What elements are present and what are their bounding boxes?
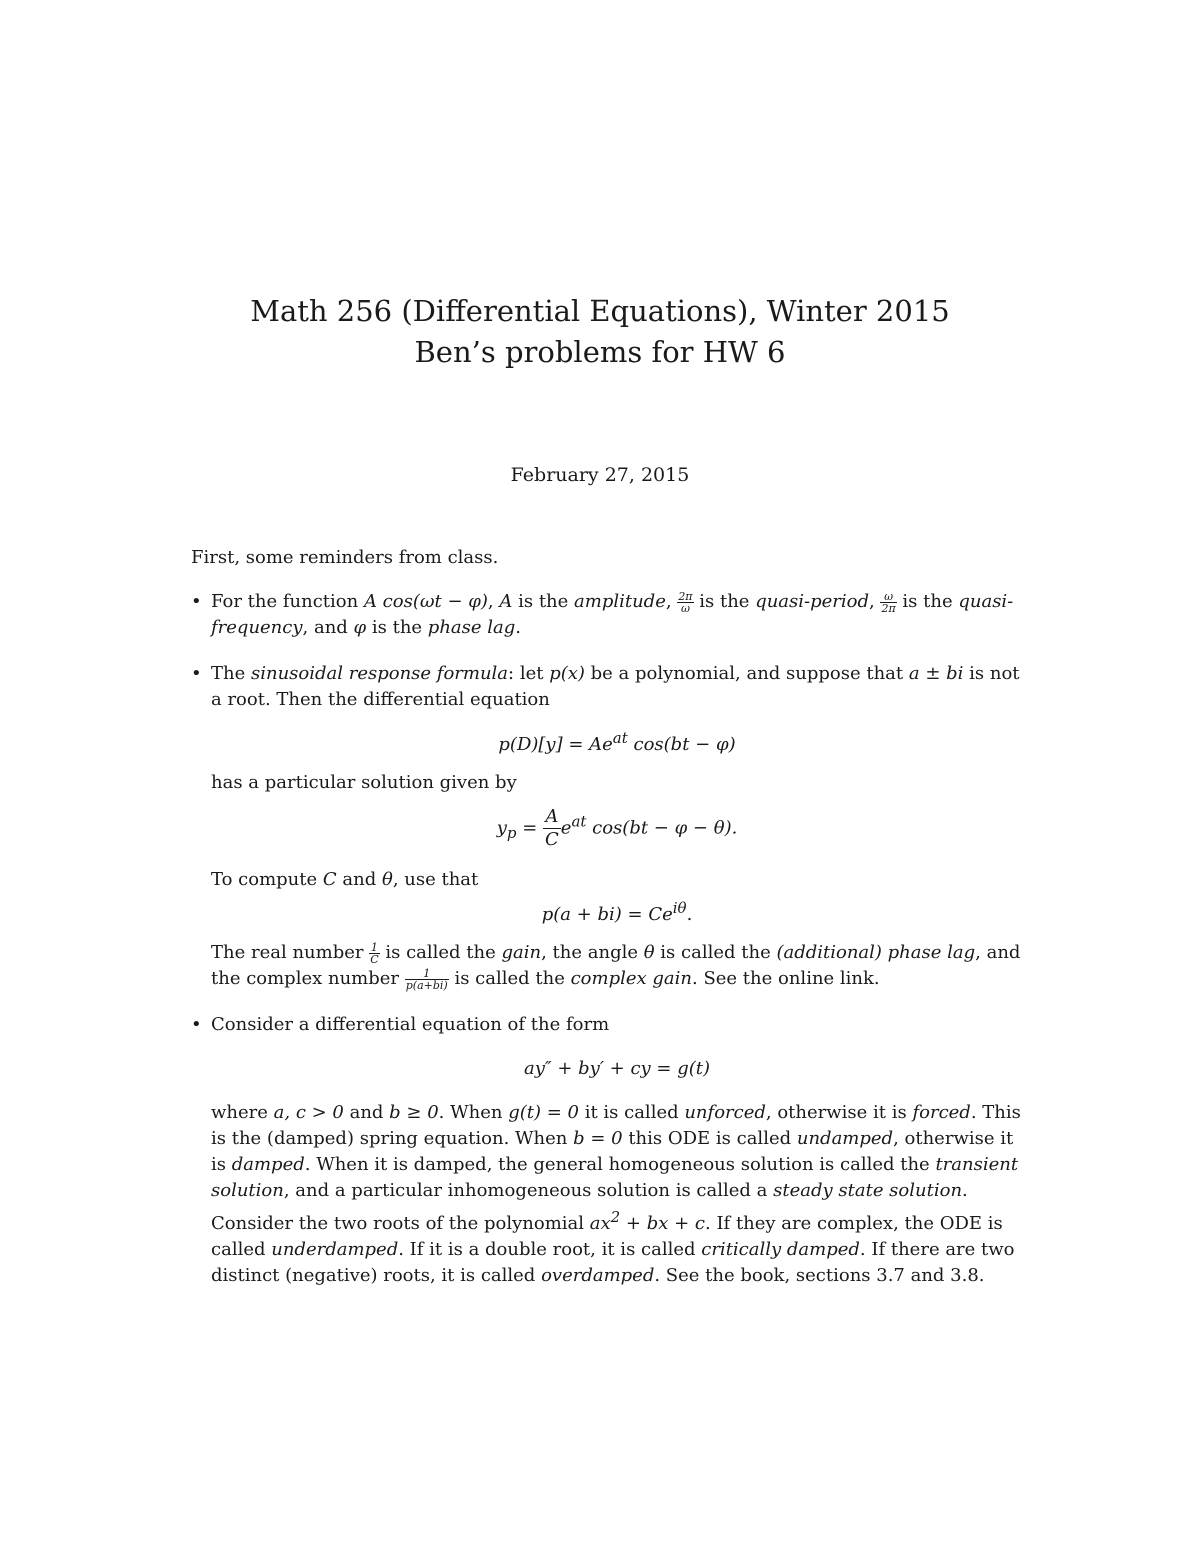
bullet-text: Consider a differential equation of the form xyxy=(211,1014,610,1035)
list-item xyxy=(191,661,1023,992)
fraction: $\frac{1}{C}$ xyxy=(370,940,379,966)
document-title: Math 256 (Differential Equations), Winter 2015 xyxy=(250,294,950,328)
paragraph: To compute C and θ, use that xyxy=(211,869,479,890)
paragraph: The real number $\frac{1}{C}$ is called the gain, the angle θ is called the (additional) phase lag, and the complex number $\frac{1}{p(a+bi)}$ is called the complex gain. See the online link. xyxy=(211,940,1021,992)
list-item xyxy=(191,589,1023,641)
fraction: $\frac{1}{p(a+bi)}$ xyxy=(405,966,448,992)
list-item xyxy=(191,1012,1023,1289)
fraction: $\frac{A}{C}$ xyxy=(545,806,559,850)
equation: $p(D)[y] = Ae^{at}$ cos(bt − φ) xyxy=(498,729,736,755)
bullet-icon: • xyxy=(191,591,202,612)
document-body xyxy=(191,545,1023,1309)
bullet-icon: • xyxy=(191,1014,202,1035)
fraction: $\frac{\omega}{2\pi}$ xyxy=(881,589,896,615)
document-subtitle: Ben’s problems for HW 6 xyxy=(414,335,786,369)
paragraph: where a, c > 0 and b ≥ 0. When g(t) = 0 it is called unforced, otherwise it is forced. This is the (damped) spring equation. When b = 0 this ODE is called undamped, otherwise it is damped. When it is damped, the general homogeneous solution is called the transient solution, and a particular inhomogeneous solution is called a steady state solution. Consider the two roots of the polynomial $ax^2$ + bx + c. If they are complex, the ODE is called underdamped. If it is a double root, it is called critically damped. If there are two distinct (negative) roots, it is called overdamped. See the book, sections 3.7 and 3.8. xyxy=(211,1102,1021,1286)
bullet-icon: • xyxy=(191,663,202,684)
equation: ay″ + by′ + cy = g(t) xyxy=(523,1058,711,1079)
equation: $y_p$ = $\frac{A}{C}$ $e^{at}$ cos(bt − φ − θ). xyxy=(496,806,738,850)
paragraph: has a particular solution given by xyxy=(211,772,517,793)
bullet-text: The sinusoidal response formula: let p(x) be a polynomial, and suppose that a ± bi is not a root. Then the differential equation xyxy=(211,663,1020,710)
document-date: February 27, 2015 xyxy=(510,464,690,486)
equation: $p(a + bi) = Ce^{i\theta}$. xyxy=(541,899,693,925)
bullet-text: For the function A cos(ωt − φ), A is the amplitude, $\frac{2\pi}{\omega}$ is the quasi-period, $\frac{\omega}{2\pi}$ is the quasi-frequency, and φ is the phase lag. xyxy=(211,589,1014,638)
intro-paragraph: First, some reminders from class. xyxy=(191,547,499,568)
reminder-list xyxy=(191,589,1023,1289)
fraction: $\frac{2\pi}{\omega}$ xyxy=(678,589,693,615)
